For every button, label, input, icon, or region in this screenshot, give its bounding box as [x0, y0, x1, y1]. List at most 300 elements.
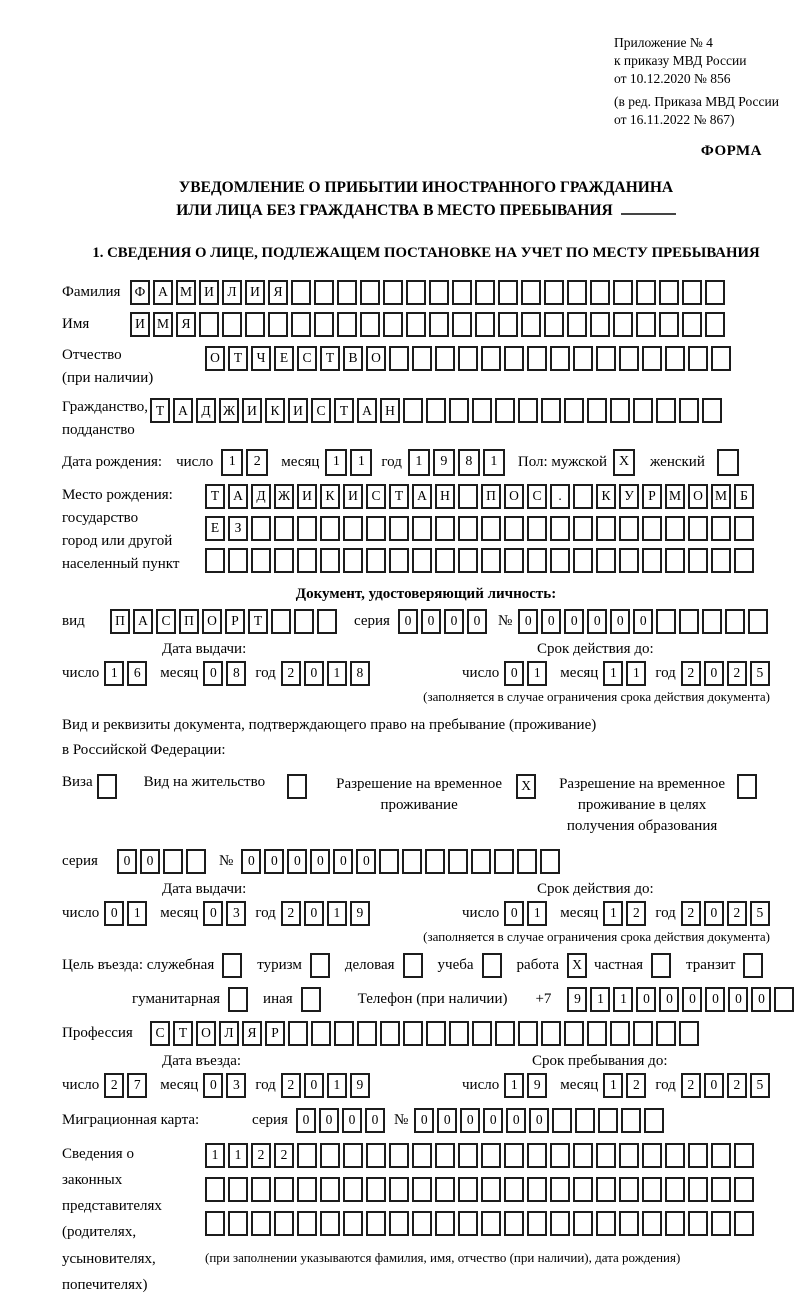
form-cell[interactable]	[573, 346, 593, 371]
form-cell[interactable]	[587, 1021, 607, 1046]
form-cell[interactable]	[743, 953, 763, 978]
form-cell[interactable]	[435, 1143, 455, 1168]
form-cell[interactable]	[403, 953, 423, 978]
form-cell[interactable]: 0	[104, 901, 124, 926]
form-cell[interactable]: 0	[636, 987, 656, 1012]
form-cell[interactable]	[366, 1177, 386, 1202]
form-cell[interactable]: 9	[350, 1073, 370, 1098]
form-cell[interactable]	[596, 1143, 616, 1168]
form-cell[interactable]	[567, 312, 587, 337]
form-cell[interactable]	[550, 516, 570, 541]
form-cell[interactable]: Р	[642, 484, 662, 509]
form-cell[interactable]: 1	[228, 1143, 248, 1168]
form-cell[interactable]	[774, 987, 794, 1012]
form-cell[interactable]: А	[173, 398, 193, 423]
form-cell[interactable]	[383, 280, 403, 305]
form-cell[interactable]	[734, 1211, 754, 1236]
form-cell[interactable]	[541, 398, 561, 423]
form-cell[interactable]: 0	[342, 1108, 362, 1133]
form-cell[interactable]: 1	[104, 661, 124, 686]
form-cell[interactable]	[748, 609, 768, 634]
form-cell[interactable]: О	[504, 484, 524, 509]
form-cell[interactable]	[412, 1177, 432, 1202]
form-cell[interactable]: О	[205, 346, 225, 371]
form-cell[interactable]: 1	[603, 1073, 623, 1098]
form-cell[interactable]	[504, 548, 524, 573]
form-cell[interactable]	[320, 1143, 340, 1168]
form-cell[interactable]: 2	[727, 901, 747, 926]
form-cell[interactable]: 0	[728, 987, 748, 1012]
form-cell[interactable]: 0	[504, 901, 524, 926]
form-cell[interactable]: 1	[221, 449, 243, 476]
form-cell[interactable]	[734, 516, 754, 541]
form-cell[interactable]	[504, 1143, 524, 1168]
form-cell[interactable]	[517, 849, 537, 874]
form-cell[interactable]	[544, 280, 564, 305]
form-cell[interactable]	[540, 849, 560, 874]
form-cell[interactable]	[287, 774, 307, 799]
form-cell[interactable]	[504, 516, 524, 541]
form-cell[interactable]	[495, 398, 515, 423]
form-cell[interactable]	[310, 953, 330, 978]
form-cell[interactable]	[665, 346, 685, 371]
form-cell[interactable]	[596, 346, 616, 371]
form-cell[interactable]	[518, 398, 538, 423]
form-cell[interactable]	[734, 1143, 754, 1168]
form-cell[interactable]: О	[202, 609, 222, 634]
form-cell[interactable]	[711, 1211, 731, 1236]
form-cell[interactable]: 0	[518, 609, 538, 634]
form-cell[interactable]	[274, 516, 294, 541]
form-cell[interactable]	[711, 1143, 731, 1168]
form-cell[interactable]: Т	[173, 1021, 193, 1046]
form-cell[interactable]: 0	[610, 609, 630, 634]
form-cell[interactable]: 1	[327, 1073, 347, 1098]
form-cell[interactable]	[426, 398, 446, 423]
form-cell[interactable]: 0	[633, 609, 653, 634]
form-cell[interactable]: 0	[203, 661, 223, 686]
form-cell[interactable]	[665, 516, 685, 541]
form-cell[interactable]: И	[130, 312, 150, 337]
form-cell[interactable]: И	[242, 398, 262, 423]
form-cell[interactable]: 0	[398, 609, 418, 634]
form-cell[interactable]	[504, 346, 524, 371]
form-cell[interactable]	[642, 1177, 662, 1202]
form-cell[interactable]	[320, 548, 340, 573]
form-cell[interactable]	[429, 312, 449, 337]
form-cell[interactable]	[360, 312, 380, 337]
form-cell[interactable]	[573, 484, 593, 509]
form-cell[interactable]	[619, 1211, 639, 1236]
form-cell[interactable]	[458, 516, 478, 541]
form-cell[interactable]: К	[596, 484, 616, 509]
form-cell[interactable]	[205, 1211, 225, 1236]
form-cell[interactable]: Ж	[274, 484, 294, 509]
form-cell[interactable]	[688, 1143, 708, 1168]
form-cell[interactable]: П	[481, 484, 501, 509]
form-cell[interactable]: 8	[226, 661, 246, 686]
form-cell[interactable]: Т	[389, 484, 409, 509]
form-cell[interactable]: 0	[304, 661, 324, 686]
form-cell[interactable]: 1	[590, 987, 610, 1012]
form-cell[interactable]	[268, 312, 288, 337]
form-cell[interactable]	[596, 516, 616, 541]
form-cell[interactable]	[481, 346, 501, 371]
form-cell[interactable]: С	[311, 398, 331, 423]
form-cell[interactable]: 0	[365, 1108, 385, 1133]
form-cell[interactable]: 0	[356, 849, 376, 874]
form-cell[interactable]: 6	[127, 661, 147, 686]
form-cell[interactable]	[610, 1021, 630, 1046]
form-cell[interactable]	[688, 516, 708, 541]
form-cell[interactable]	[435, 548, 455, 573]
form-cell[interactable]	[389, 346, 409, 371]
form-cell[interactable]	[294, 609, 314, 634]
form-cell[interactable]: М	[665, 484, 685, 509]
form-cell[interactable]	[435, 1211, 455, 1236]
form-cell[interactable]: С	[150, 1021, 170, 1046]
form-cell[interactable]: 0	[140, 849, 160, 874]
form-cell[interactable]	[679, 1021, 699, 1046]
form-cell[interactable]	[274, 1211, 294, 1236]
form-cell[interactable]	[656, 609, 676, 634]
form-cell[interactable]	[552, 1108, 572, 1133]
form-cell[interactable]	[679, 398, 699, 423]
form-cell[interactable]: Л	[222, 280, 242, 305]
form-cell[interactable]	[317, 609, 337, 634]
form-cell[interactable]: 0	[483, 1108, 503, 1133]
form-cell[interactable]: 3	[226, 901, 246, 926]
form-cell[interactable]	[297, 1143, 317, 1168]
form-cell[interactable]	[705, 312, 725, 337]
form-cell[interactable]	[642, 1143, 662, 1168]
form-cell[interactable]: Ф	[130, 280, 150, 305]
form-cell[interactable]	[705, 280, 725, 305]
form-cell[interactable]	[573, 516, 593, 541]
form-cell[interactable]	[366, 1211, 386, 1236]
form-cell[interactable]	[297, 1211, 317, 1236]
form-cell[interactable]	[475, 312, 495, 337]
form-cell[interactable]: 0	[287, 849, 307, 874]
form-cell[interactable]	[596, 1211, 616, 1236]
form-cell[interactable]: Н	[380, 398, 400, 423]
form-cell[interactable]	[311, 1021, 331, 1046]
form-cell[interactable]	[314, 312, 334, 337]
form-cell[interactable]	[343, 516, 363, 541]
form-cell[interactable]	[590, 280, 610, 305]
form-cell[interactable]	[435, 516, 455, 541]
form-cell[interactable]	[550, 1211, 570, 1236]
form-cell[interactable]: 1	[327, 661, 347, 686]
form-cell[interactable]: Е	[205, 516, 225, 541]
form-cell[interactable]: 1	[408, 449, 430, 476]
form-cell[interactable]	[527, 1143, 547, 1168]
form-cell[interactable]: 1	[527, 901, 547, 926]
form-cell[interactable]: 1	[527, 661, 547, 686]
form-cell[interactable]	[402, 849, 422, 874]
form-cell[interactable]: 8	[458, 449, 480, 476]
form-cell[interactable]	[343, 548, 363, 573]
form-cell[interactable]: 2	[281, 901, 301, 926]
form-cell[interactable]	[665, 548, 685, 573]
form-cell[interactable]	[449, 398, 469, 423]
form-cell[interactable]: 1	[603, 661, 623, 686]
form-cell[interactable]	[665, 1143, 685, 1168]
form-cell[interactable]	[527, 346, 547, 371]
form-cell[interactable]: З	[228, 516, 248, 541]
form-cell[interactable]	[334, 1021, 354, 1046]
form-cell[interactable]: М	[711, 484, 731, 509]
form-cell[interactable]	[380, 1021, 400, 1046]
form-cell[interactable]	[337, 280, 357, 305]
form-cell[interactable]: 0	[437, 1108, 457, 1133]
form-cell[interactable]: 0	[319, 1108, 339, 1133]
form-cell[interactable]: X	[613, 449, 635, 476]
form-cell[interactable]	[619, 346, 639, 371]
form-cell[interactable]	[613, 280, 633, 305]
form-cell[interactable]: 2	[251, 1143, 271, 1168]
form-cell[interactable]	[448, 849, 468, 874]
form-cell[interactable]	[711, 346, 731, 371]
form-cell[interactable]	[567, 280, 587, 305]
form-cell[interactable]: Т	[248, 609, 268, 634]
form-cell[interactable]	[621, 1108, 641, 1133]
form-cell[interactable]	[575, 1108, 595, 1133]
form-cell[interactable]: 1	[504, 1073, 524, 1098]
form-cell[interactable]	[389, 1211, 409, 1236]
form-cell[interactable]	[659, 312, 679, 337]
form-cell[interactable]: А	[133, 609, 153, 634]
form-cell[interactable]	[619, 548, 639, 573]
form-cell[interactable]	[481, 1211, 501, 1236]
form-cell[interactable]: С	[366, 484, 386, 509]
form-cell[interactable]	[222, 953, 242, 978]
form-cell[interactable]	[711, 548, 731, 573]
form-cell[interactable]	[527, 1177, 547, 1202]
form-cell[interactable]	[320, 516, 340, 541]
form-cell[interactable]: Ч	[251, 346, 271, 371]
form-cell[interactable]: 2	[681, 901, 701, 926]
form-cell[interactable]	[619, 516, 639, 541]
form-cell[interactable]: 0	[414, 1108, 434, 1133]
form-cell[interactable]	[688, 346, 708, 371]
form-cell[interactable]	[481, 516, 501, 541]
form-cell[interactable]	[429, 280, 449, 305]
form-cell[interactable]	[291, 312, 311, 337]
form-cell[interactable]: 0	[704, 661, 724, 686]
form-cell[interactable]	[481, 1177, 501, 1202]
form-cell[interactable]	[228, 1177, 248, 1202]
form-cell[interactable]	[199, 312, 219, 337]
form-cell[interactable]	[458, 1211, 478, 1236]
form-cell[interactable]	[619, 1143, 639, 1168]
form-cell[interactable]: 0	[304, 1073, 324, 1098]
form-cell[interactable]: К	[320, 484, 340, 509]
form-cell[interactable]	[504, 1177, 524, 1202]
form-cell[interactable]: 0	[704, 901, 724, 926]
form-cell[interactable]	[251, 548, 271, 573]
form-cell[interactable]: 0	[444, 609, 464, 634]
form-cell[interactable]: 2	[281, 1073, 301, 1098]
form-cell[interactable]: Р	[225, 609, 245, 634]
form-cell[interactable]: К	[265, 398, 285, 423]
form-cell[interactable]: 1	[325, 449, 347, 476]
form-cell[interactable]	[564, 1021, 584, 1046]
form-cell[interactable]	[458, 548, 478, 573]
form-cell[interactable]: Т	[320, 346, 340, 371]
form-cell[interactable]: 0	[467, 609, 487, 634]
form-cell[interactable]	[642, 548, 662, 573]
form-cell[interactable]	[550, 548, 570, 573]
form-cell[interactable]	[297, 548, 317, 573]
form-cell[interactable]: 3	[226, 1073, 246, 1098]
form-cell[interactable]	[403, 398, 423, 423]
form-cell[interactable]: У	[619, 484, 639, 509]
form-cell[interactable]: 0	[541, 609, 561, 634]
form-cell[interactable]: 0	[587, 609, 607, 634]
form-cell[interactable]	[633, 398, 653, 423]
form-cell[interactable]	[688, 1177, 708, 1202]
form-cell[interactable]	[711, 516, 731, 541]
form-cell[interactable]: 9	[350, 901, 370, 926]
form-cell[interactable]	[504, 1211, 524, 1236]
form-cell[interactable]: Д	[251, 484, 271, 509]
form-cell[interactable]	[357, 1021, 377, 1046]
form-cell[interactable]: 5	[750, 901, 770, 926]
form-cell[interactable]: 9	[527, 1073, 547, 1098]
form-cell[interactable]	[475, 280, 495, 305]
form-cell[interactable]: Т	[205, 484, 225, 509]
form-cell[interactable]	[163, 849, 183, 874]
form-cell[interactable]	[737, 774, 757, 799]
form-cell[interactable]	[481, 1143, 501, 1168]
form-cell[interactable]	[711, 1177, 731, 1202]
form-cell[interactable]	[389, 548, 409, 573]
form-cell[interactable]	[472, 398, 492, 423]
form-cell[interactable]	[590, 312, 610, 337]
form-cell[interactable]	[97, 774, 117, 799]
form-cell[interactable]	[679, 609, 699, 634]
form-cell[interactable]	[682, 312, 702, 337]
form-cell[interactable]: 0	[751, 987, 771, 1012]
form-cell[interactable]	[271, 609, 291, 634]
form-cell[interactable]: 1	[483, 449, 505, 476]
form-cell[interactable]	[383, 312, 403, 337]
form-cell[interactable]: 2	[727, 661, 747, 686]
form-cell[interactable]	[435, 346, 455, 371]
form-cell[interactable]: Д	[196, 398, 216, 423]
form-cell[interactable]	[274, 548, 294, 573]
form-cell[interactable]: П	[179, 609, 199, 634]
form-cell[interactable]: 2	[681, 1073, 701, 1098]
form-cell[interactable]	[291, 280, 311, 305]
form-cell[interactable]	[406, 280, 426, 305]
form-cell[interactable]	[498, 280, 518, 305]
form-cell[interactable]: 0	[421, 609, 441, 634]
form-cell[interactable]	[573, 1211, 593, 1236]
form-cell[interactable]: 0	[529, 1108, 549, 1133]
form-cell[interactable]	[449, 1021, 469, 1046]
form-cell[interactable]	[205, 1177, 225, 1202]
form-cell[interactable]: 0	[659, 987, 679, 1012]
form-cell[interactable]: 2	[727, 1073, 747, 1098]
form-cell[interactable]	[251, 1177, 271, 1202]
form-cell[interactable]: X	[516, 774, 536, 799]
form-cell[interactable]: 2	[104, 1073, 124, 1098]
form-cell[interactable]	[636, 312, 656, 337]
form-cell[interactable]: 0	[506, 1108, 526, 1133]
form-cell[interactable]: X	[567, 953, 587, 978]
form-cell[interactable]	[717, 449, 739, 476]
form-cell[interactable]	[228, 987, 248, 1012]
form-cell[interactable]	[518, 1021, 538, 1046]
form-cell[interactable]	[573, 548, 593, 573]
form-cell[interactable]: 1	[205, 1143, 225, 1168]
form-cell[interactable]	[550, 1143, 570, 1168]
form-cell[interactable]	[598, 1108, 618, 1133]
form-cell[interactable]: Т	[334, 398, 354, 423]
form-cell[interactable]	[425, 849, 445, 874]
form-cell[interactable]: С	[297, 346, 317, 371]
form-cell[interactable]: М	[176, 280, 196, 305]
form-cell[interactable]	[734, 548, 754, 573]
form-cell[interactable]	[297, 1177, 317, 1202]
form-cell[interactable]	[688, 1211, 708, 1236]
form-cell[interactable]: И	[343, 484, 363, 509]
form-cell[interactable]: А	[153, 280, 173, 305]
form-cell[interactable]	[452, 280, 472, 305]
form-cell[interactable]	[521, 312, 541, 337]
form-cell[interactable]: 0	[203, 1073, 223, 1098]
form-cell[interactable]	[636, 280, 656, 305]
form-cell[interactable]	[541, 1021, 561, 1046]
form-cell[interactable]: 1	[127, 901, 147, 926]
form-cell[interactable]	[360, 280, 380, 305]
form-cell[interactable]	[406, 312, 426, 337]
form-cell[interactable]	[682, 280, 702, 305]
form-cell[interactable]	[734, 1177, 754, 1202]
form-cell[interactable]: М	[153, 312, 173, 337]
form-cell[interactable]: 0	[504, 661, 524, 686]
form-cell[interactable]	[642, 1211, 662, 1236]
form-cell[interactable]: 0	[682, 987, 702, 1012]
form-cell[interactable]: Е	[274, 346, 294, 371]
form-cell[interactable]	[472, 1021, 492, 1046]
form-cell[interactable]	[573, 1177, 593, 1202]
form-cell[interactable]	[228, 548, 248, 573]
form-cell[interactable]: 0	[333, 849, 353, 874]
form-cell[interactable]	[343, 1211, 363, 1236]
form-cell[interactable]: 0	[241, 849, 261, 874]
form-cell[interactable]	[412, 516, 432, 541]
form-cell[interactable]: С	[156, 609, 176, 634]
form-cell[interactable]: И	[288, 398, 308, 423]
form-cell[interactable]	[251, 516, 271, 541]
form-cell[interactable]	[564, 398, 584, 423]
form-cell[interactable]	[366, 1143, 386, 1168]
form-cell[interactable]: И	[297, 484, 317, 509]
form-cell[interactable]: И	[199, 280, 219, 305]
form-cell[interactable]	[544, 312, 564, 337]
form-cell[interactable]: 8	[350, 661, 370, 686]
form-cell[interactable]	[320, 1211, 340, 1236]
form-cell[interactable]	[274, 1177, 294, 1202]
form-cell[interactable]: 2	[626, 901, 646, 926]
form-cell[interactable]	[379, 849, 399, 874]
form-cell[interactable]	[521, 280, 541, 305]
form-cell[interactable]: 1	[350, 449, 372, 476]
form-cell[interactable]	[688, 548, 708, 573]
